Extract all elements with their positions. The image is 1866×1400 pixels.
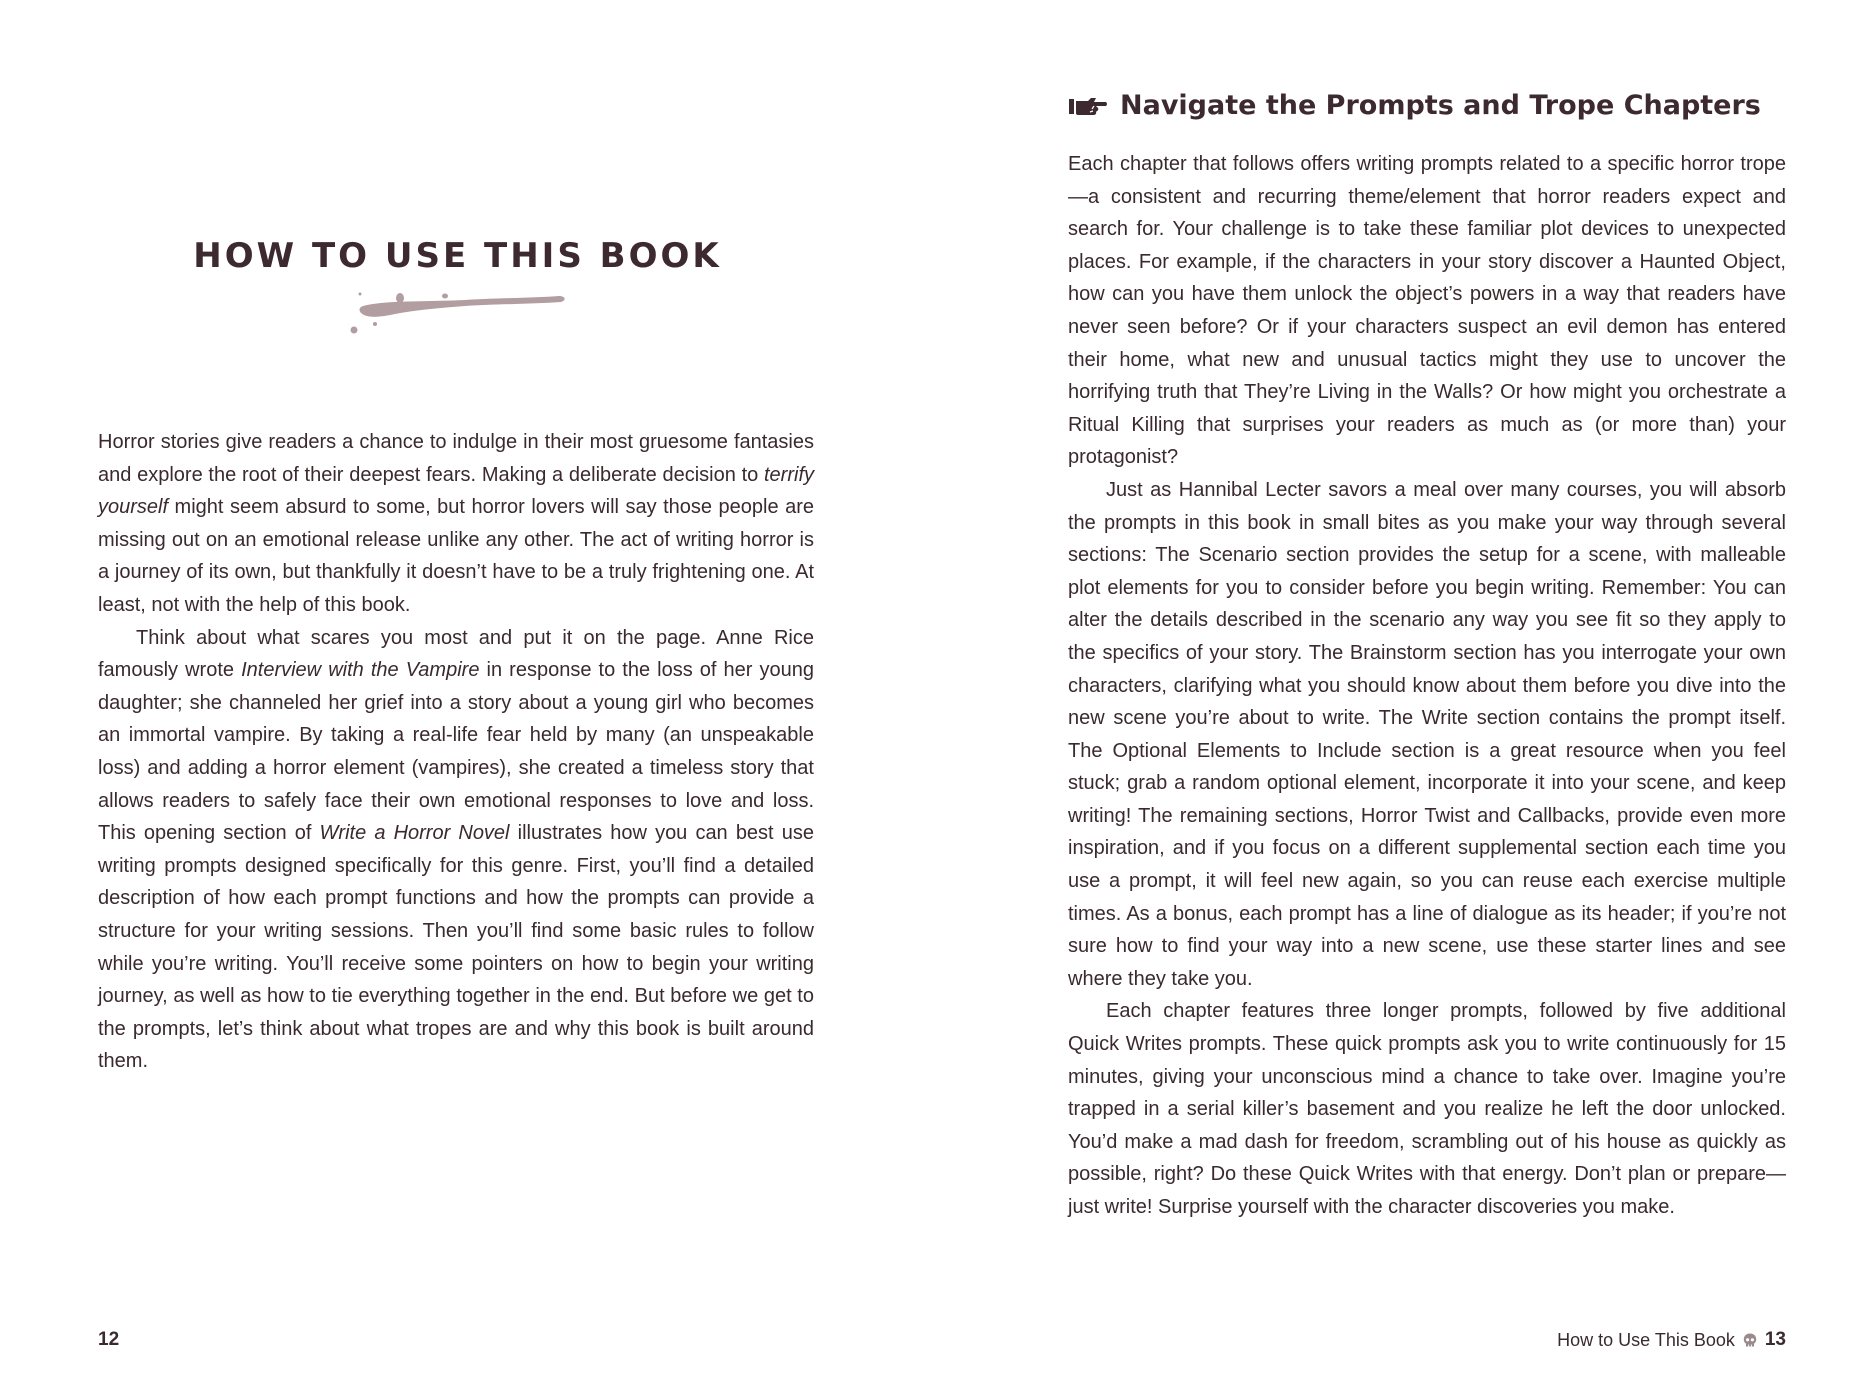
pointing-hand-icon (1068, 95, 1108, 117)
right-folio (1557, 1329, 1786, 1351)
right-page (933, 0, 1866, 1400)
section-heading (1068, 90, 1761, 121)
right-paragraph-2: Just as Hannibal Lecter savors a meal over many courses, you will absorb the prompts in this book in small bites as you make your way through several sections: The Scenario section provides the setup for a scene, with malleable plot elements for you to consider before you begin writing. Remember: You can alter the details described in the scenario any way you see fit so they apply to the specifics of your story. The Brainstorm section has you interrogate your own characters, clarifying what you should know about them before you dive into the new scene you’re about to write. The Write section contains the prompt itself. The Optional Elements to Include section is a great resource when you feel stuck; grab a random optional element, incorporate it into your scene, and keep writing! The remaining sections, Horror Twist and Callbacks, provide even more inspiration, and if you focus on a different supplemental section each time you use a prompt, it will feel new again, so you can reuse each exercise multiple times. As a bonus, each prompt has a line of dialogue as its header; if you’re not sure how to find your way into a new scene, use these starter lines and see where they take you. (1068, 478, 1786, 990)
running-head: How to Use This Book (1557, 1329, 1735, 1350)
left-paragraph-1: Horror stories give readers a chance to indulge in their most gruesome fantasies and explore the root of their deepest fears. Making a deliberate decision to terrify yourself might seem absurd to some, but horror lovers will say those people are missing out on an emotional release unlike any other. The act of writing horror is a journey of its own, but thankfully it doesn’t have to be a truly frightening one. At least, not with the help of this book. (98, 431, 814, 616)
right-paragraph-1: Each chapter that follows offers writing prompts related to a specific horror trope—a consistent and recurring theme/element that horror readers expect and search for. Your challenge is to take these familiar plot devices to unexpected places. For example, if the characters in your story discover a Haunted Object, how can you have them unlock the object’s powers in a way that readers have never seen before? Or if your characters suspect an evil demon has entered their home, what new and unusual tactics might they use to uncover the horrifying truth that They’re Living in the Walls? Or how might you orchestrate a Ritual Killing that surprises your readers as much as (or more than) your protagonist? (1068, 153, 1786, 469)
skull-icon (1743, 1333, 1757, 1348)
section-heading-text: Navigate the Prompts and Trope Chapters (1120, 90, 1761, 121)
left-folio (98, 1329, 119, 1351)
left-body-text (98, 426, 814, 1078)
left-paragraph-2: Think about what scares you most and put it on the page. Anne Rice famously wrote Interview with the Vampire in response to the loss of her young daughter; she channeled her grief into a story about a young girl who becomes an immortal vampire. By taking a real-life fear held by many (an unspeakable loss) and adding a horror element (vampires), she created a timeless story that allows readers to safely face their own emotional responses to love and loss. This opening section of Write a Horror Novel illustrates how you can best use writing prompts designed specifically for this genre. First, you’ll find a detailed description of how each prompt functions and how the prompts can provide a structure for your writing sessions. Then you’ll find some basic rules to follow while you’re writing. You’ll receive some pointers on how to begin your writing journey, as well as how to tie everything together in the end. But before we get to the prompts, let’s think about what tropes are and why this book is built around them. (98, 626, 814, 1073)
right-body-text (1068, 148, 1786, 1224)
ink-splatter-decoration (345, 288, 567, 340)
page-number-left: 12 (98, 1329, 120, 1350)
chapter-title: HOW TO USE THIS BOOK (193, 236, 722, 276)
right-paragraph-3: Each chapter features three longer prompts, followed by five additional Quick Writes prompts. These quick prompts ask you to write continuously for 15 minutes, giving your unconscious mind a chance to take over. Imagine you’re trapped in a serial killer’s basement and you realize he left the door unlocked. You’d make a mad dash for freedom, scrambling out of his house as quickly as possible, right? Do these Quick Writes with that energy. Don’t plan or prepare—just write! Surprise yourself with the character discoveries you make. (1068, 1000, 1786, 1218)
page-number-right: 13 (1764, 1329, 1786, 1350)
